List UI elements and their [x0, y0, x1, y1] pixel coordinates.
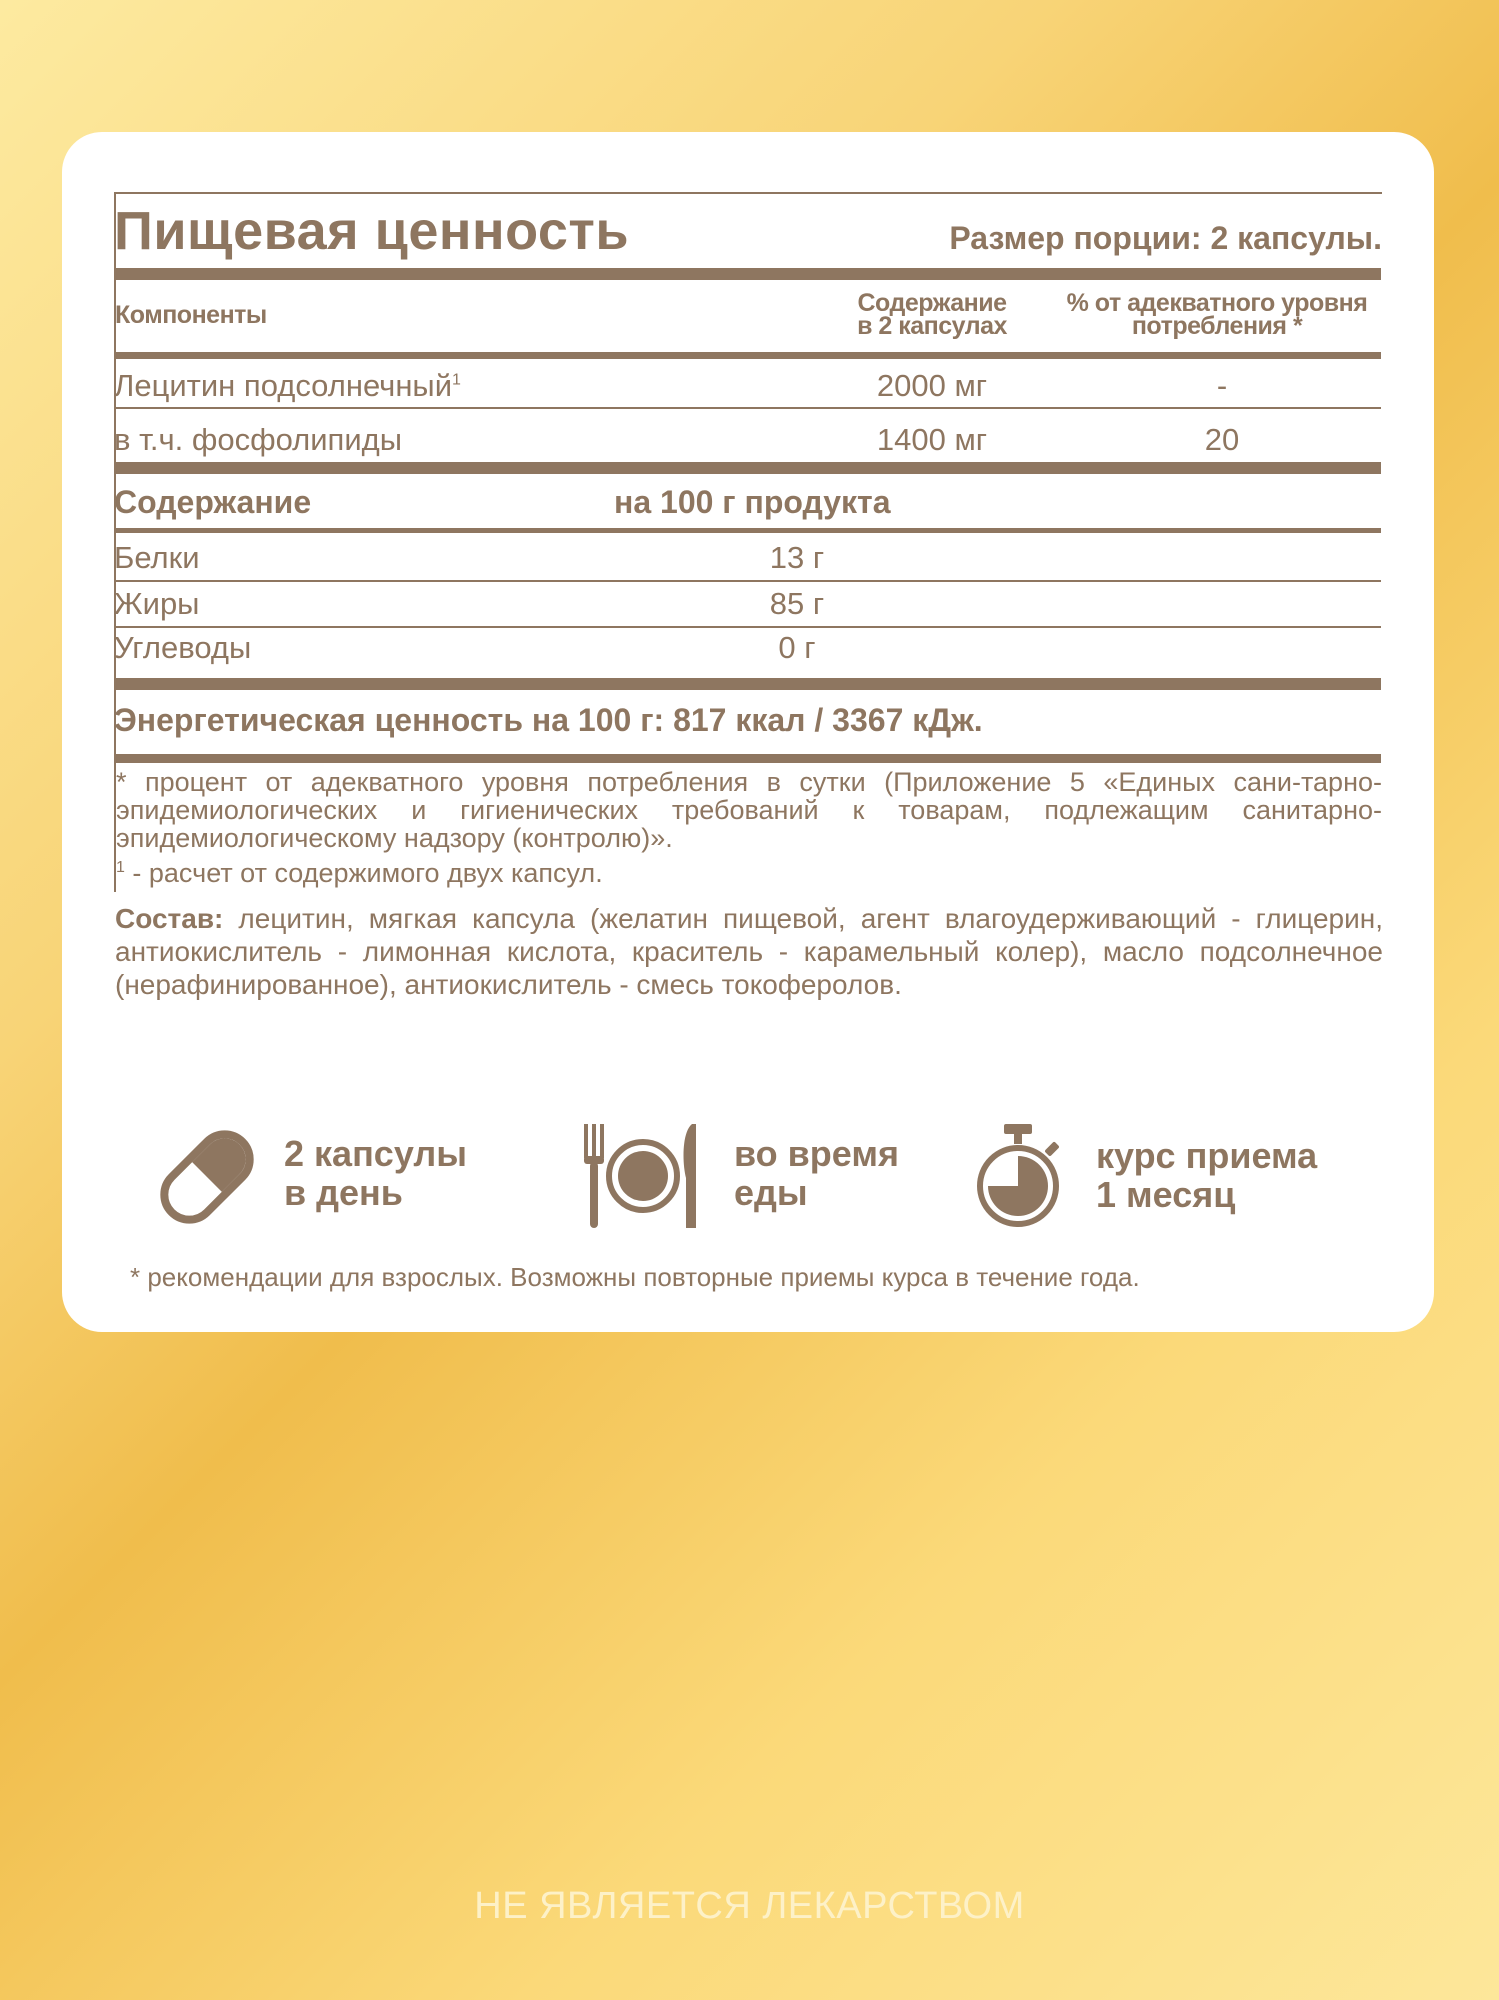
- col-percent: [1017, 289, 1417, 340]
- row-divider: [115, 407, 1381, 409]
- row-divider: [115, 626, 1381, 628]
- protein-name: Белки: [114, 540, 200, 575]
- fat-value: 85 г: [769, 586, 825, 621]
- row-lecithin-name: Лецитин подсолнечный$^1$: [114, 368, 461, 403]
- dosage-course-text: курс приема 1 месяц: [1096, 1135, 1318, 1215]
- protein-value: 13 г: [769, 540, 825, 575]
- col-percent-line1: % от адекватного уровня: [1066, 289, 1368, 317]
- stopwatch-icon: [974, 1122, 1064, 1232]
- composition: [115, 902, 1383, 1001]
- plate-cutlery-icon: [582, 1122, 707, 1232]
- divider-medium: [115, 352, 1381, 359]
- not-a-medicine-label: НЕ ЯВЛЯЕТСЯ ЛЕКАРСТВОМ: [474, 1885, 1025, 1927]
- divider-medium: [115, 754, 1381, 763]
- row-lecithin-percent: -: [1216, 368, 1228, 403]
- row-lecithin-value: 2000 мг: [876, 368, 988, 403]
- dosage-with-meal: [582, 1122, 982, 1242]
- page-title: Пищевая ценность: [114, 201, 630, 261]
- carbs-name: Углеводы: [114, 630, 252, 665]
- dosage-capsules: [152, 1122, 532, 1232]
- col-components: Компоненты: [115, 301, 267, 329]
- info-card: [62, 132, 1434, 1332]
- dosage-course: [974, 1122, 1414, 1242]
- carbs-value: 0 г: [778, 630, 816, 665]
- dosage-with-meal-text: во время еды: [734, 1133, 899, 1213]
- capsule-icon: [152, 1122, 262, 1232]
- table-frame-top: [114, 192, 1382, 194]
- portion-size: Размер порции: 2 капсулы.: [949, 220, 1382, 256]
- composition-label: Состав:: [115, 903, 224, 934]
- divider-medium: [115, 528, 1381, 533]
- footnote-adequate-level: * процент от адекватного уровня потребления в сутки (Приложение 5 «Единых сани-тарно-эпидемиологических и гигиенических требований к товарам, подлежащим санитарно-эпидемиологическому надзору (контролю)».: [116, 767, 1382, 853]
- dosage-capsules-text: 2 капсулы в день: [284, 1133, 467, 1213]
- energy-value: Энергетическая ценность на 100 г: 817 ккал / 3367 кДж.: [114, 702, 983, 738]
- row-phospholipids-percent: 20: [1204, 422, 1240, 457]
- per100-label: Содержание: [114, 484, 312, 520]
- per100-column: на 100 г продукта: [614, 484, 891, 520]
- divider-thick: [115, 678, 1381, 690]
- row-divider: [115, 580, 1381, 582]
- fat-name: Жиры: [114, 586, 200, 621]
- composition-text: лецитин, мягкая капсула (желатин пищевой, агент влагоудерживающий - глицерин, антиокислитель - лимонная кислота, краситель - карамельный колер), масло подсолнечное (нерафинированное), антиокислитель - смесь токоферолов.: [115, 903, 1383, 1000]
- col-percent-line2: потребления *: [1131, 312, 1303, 340]
- footnote-two-capsules: $^1$ - расчет от содержимого двух капсул.: [116, 858, 603, 888]
- col-content-line1: Содержание: [857, 289, 1007, 317]
- recommendation-note: * рекомендации для взрослых. Возможны повторные приемы курса в течение года.: [130, 1262, 1140, 1292]
- row-phospholipids-value: 1400 мг: [876, 422, 988, 457]
- divider-thick: [115, 268, 1381, 280]
- row-phospholipids-name: в т.ч. фосфолипиды: [114, 422, 403, 457]
- divider-thick: [115, 462, 1381, 474]
- col-content-line2: в 2 капсулах: [857, 312, 1007, 340]
